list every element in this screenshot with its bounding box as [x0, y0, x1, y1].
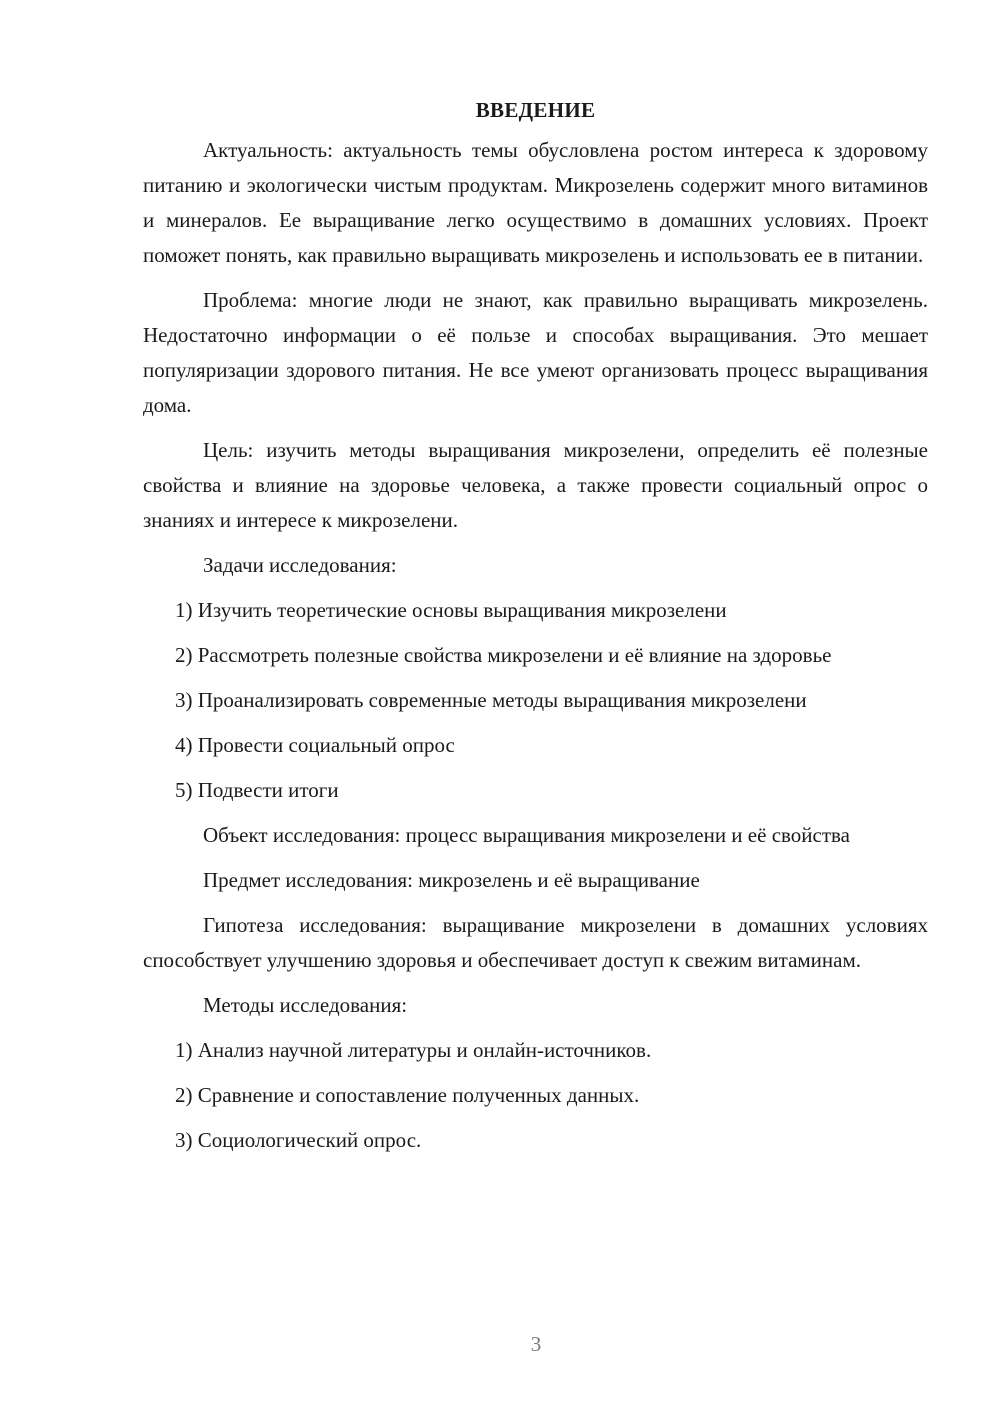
list-item-method-2: 2) Сравнение и сопоставление полученных данных. — [175, 1083, 640, 1107]
list-item-method-1: 1) Анализ научной литературы и онлайн-источников. — [175, 1038, 652, 1062]
list-item-task-3: 3) Проанализировать современные методы выращивания микрозелени — [175, 688, 807, 712]
paragraph-methods-heading: Методы исследования: — [203, 993, 408, 1017]
list-item-task-4: 4) Провести социальный опрос — [175, 733, 455, 757]
paragraph-goal: Цель: изучить методы выращивания микрозелени, определить её полезные свойства и влияние на здоровье человека, а также провести социальный опрос о знаниях и интересе к микрозелени. — [143, 438, 928, 532]
paragraph-subject: Предмет исследования: микрозелень и её выращивание — [203, 868, 700, 892]
list-item-method-3: 3) Социологический опрос. — [175, 1128, 422, 1152]
list-item-task-5: 5) Подвести итоги — [175, 778, 339, 802]
paragraph-tasks-heading: Задачи исследования: — [203, 553, 397, 577]
list-item-task-2: 2) Рассмотреть полезные свойства микрозелени и её влияние на здоровье — [175, 643, 832, 667]
document-body — [143, 93, 928, 1168]
paragraph-object: Объект исследования: процесс выращивания микрозелени и её свойства — [203, 823, 850, 847]
section-title: ВВЕДЕНИЕ — [475, 98, 596, 122]
paragraph-relevance: Актуальность: актуальность темы обусловлена ростом интереса к здоровому питанию и экологически чистым продуктам. Микрозелень содержит много витаминов и минералов. Ее выращивание легко осуществимо в домашних условиях. Проект поможет понять, как правильно выращивать микрозелень и использовать ее в питании. — [143, 138, 928, 267]
paragraph-problem: Проблема: многие люди не знают, как правильно выращивать микрозелень. Недостаточно информации о её пользе и способах выращивания. Это мешает популяризации здорового питания. Не все умеют организовать процесс выращивания дома. — [143, 288, 928, 417]
page-number: 3 — [530, 1332, 542, 1356]
list-item-task-1: 1) Изучить теоретические основы выращивания микрозелени — [175, 598, 727, 622]
paragraph-hypothesis: Гипотеза исследования: выращивание микрозелени в домашних условиях способствует улучшению здоровья и обеспечивает доступ к свежим витаминам. — [143, 913, 928, 972]
